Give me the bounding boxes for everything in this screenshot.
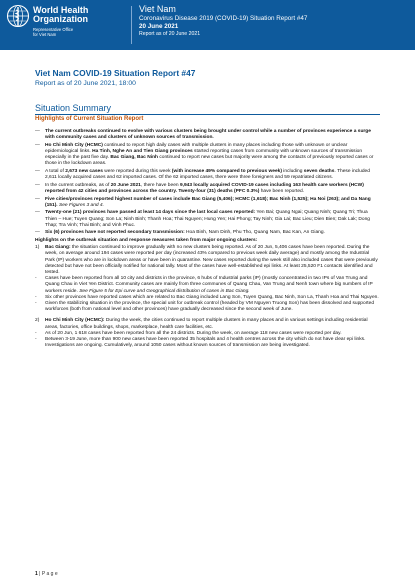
section-rule	[35, 114, 380, 115]
page-number: 1	[35, 571, 38, 577]
list-item: — In the current outbreaks, as of 20 June 2021, there have been 9,943 locally acquired COVID-19 cases including 163 health care workers (HCW) reported from 42 cities and provinces across the country. Twenty-four (31) deaths (PFC 0.3%) have been reported.	[35, 183, 380, 195]
org-name-line2: Organization	[33, 14, 89, 24]
page-label: | P a g e	[37, 571, 58, 577]
page-footer	[35, 571, 58, 577]
section-heading: Situation Summary	[35, 103, 112, 113]
org-office-line1: Representative Office	[33, 27, 74, 32]
list-item: — The current outbreaks continued to evolve with various clusters being brought under control while a number of provinces experience a surge with community cases and clusters of unknown sources of transmission.	[35, 129, 380, 141]
list-item: — Ho Chi Minh City (HCMC) continued to report high daily cases with multiple clusters in many places including those with unknown or unclear epidemiological links. Ha Tinh, Nghe An and Tien Giang provinces started reporting cases from community with unknown sources of transmission especially in the past five day. Bac Giang, Bac Ninh continued to report new cases but majority were among the contacts of previously reported cases or those in the lockdown areas.	[35, 143, 380, 168]
list-item: - Six other provinces have reported cases which are related to Bac Giang included Lang Son, Tuyen Quang, Bac Ninh, Son La, Thanh Hoa and Thai Nguyen.	[35, 295, 380, 301]
list-item: — Five cities/provinces reported highest number of cases include Bac Giang (5,406); HCMC (1,618); Bac Ninh (1,525); Ha Noi (263); and Da Nang (151). See Figures 3 and 4.	[35, 197, 380, 209]
header-date: 20 June 2021	[139, 23, 179, 30]
list-item: — Six (6) provinces have not reported secondary transmission: Hoa Binh, Nam Dinh, Phu Tho, Quang Nam, Bac Kan, An Giang.	[35, 230, 380, 236]
header-divider	[131, 6, 132, 44]
hcmc-details	[35, 331, 380, 350]
who-logo	[6, 4, 126, 44]
list-item: - Given the stabilizing situation in the province, the special unit for outbreak control (headed by VM Nguyen Truong Son) has been dissolved and supported workforces (both from national level and other provinces) have gradually decreased since the second week of June.	[35, 301, 380, 313]
header-asof: Report as of 20 June 2021	[139, 31, 201, 37]
bac-giang-details	[35, 276, 380, 313]
list-item: - As of 20 Jun, 1 618 cases have been reported from all the 24 districts. During the week, on average 118 new cases were reported per day.	[35, 331, 380, 337]
org-office-line2: for Viet Nam	[33, 32, 57, 37]
org-name-line1: World Health	[33, 5, 89, 15]
who-emblem-icon	[6, 4, 30, 28]
header-title: Coronavirus Disease 2019 (COVID-19) Situation Report #47	[139, 15, 308, 22]
highlights-list	[35, 129, 380, 237]
header-text	[139, 4, 307, 38]
report-subtitle: Report as of 20 June 2021, 18:00	[35, 80, 136, 87]
summary-content	[35, 129, 380, 349]
section-subheading: Highlights of Current Situation Report	[35, 116, 144, 122]
report-title: Viet Nam COVID-19 Situation Report #47	[35, 68, 196, 78]
list-item: - Between 3-19 June, more than 900 new cases have been reported 35 hospitals and 4 health centres across the city which do not have clear epi links. Investigations are ongoing. Cumulatively, around 1050 cases without known sources of transmission are being investigated.	[35, 337, 380, 349]
cluster-item-bac-giang: 1) Bac Giang: the situation continued to improve gradually with no new clusters being reported. As of 20 Jun, 5,406 cases have been reported. During the week, on average around 194 cases were reported per day (increased 43% compared to previous week daily average) and mostly among the Industrial Park (IP) workers who are in lockdown areas or have been in quarantine. New cases reported during the week still also included cases that were previously detected but have not been officially notified for national tally. Most of the cases have well-established epi links. At least 25,520 F1 contacts identified and tested.	[35, 245, 378, 275]
list-item: — Twenty-one (21) provinces have passed at least 14 days since the last local cases reported: Yen Bai; Quang Ngai; Quang Ninh; Quang Tri; Thua Thien – Hue; Tuyen Quang; Son La; Ninh Binh; Thanh Hoa; Thai Nguyen; Hung Yen; Hai Phong; Tay Ninh; Gia Lai; Bac Lieu; Dien Bien; Dak Lak; Dong Thap; Tra Vinh; Thai Binh; and Vinh Phuc.	[35, 210, 380, 229]
cluster-item-hcmc: 2) Ho Chi Minh City (HCMC): During the week, the cities continued to report multiple clusters in many places and in various settings including residential areas, factories, office buildings, shops, marketplace, health care facilities, etc.	[35, 318, 368, 330]
list-item: — A total of 2,673 new cases were reported during this week (with increase 49% compared to previous week) including seven deaths. These included 2,611 locally acquired cases and 62 imported cases. Of the 62 imported cases, there were three foreigners and 59 repatriated citizens.	[35, 169, 380, 181]
header-country: Viet Nam	[139, 4, 176, 14]
report-header-band	[0, 0, 415, 50]
list-item: - Cases have been reported from all 10 city and districts in the province, 6 hubs of Industrial parks (IP) (mostly concentrated in two IPs of Van Trung and Quang Chau in Viet Yen District. Community cases are mainly from three communes of Quang Chau, Van Trung and Nenh town where big numbers of IP workers reside. See Figure 5 for Epi curve and Geographical distribution of cases in Bac Giang.	[35, 276, 380, 295]
outbreak-highlights-title: Highlights on the outbreak situation and response measures taken from major ongoing clusters:	[35, 237, 258, 243]
